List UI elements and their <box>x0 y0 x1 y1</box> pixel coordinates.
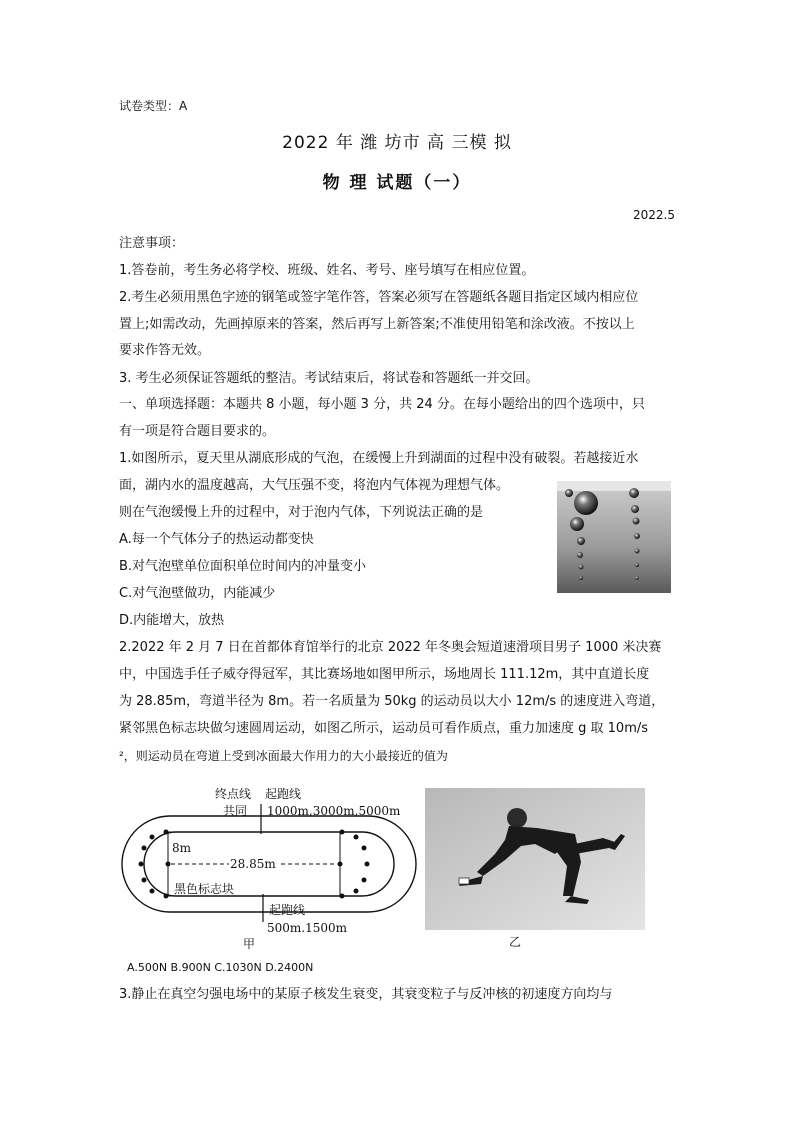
section1-intro-line-2: 有一项是符合题目要求的。 <box>119 424 276 439</box>
paper-type: 试卷类型：A <box>119 99 188 113</box>
notice-item-2-line-3: 要求作答无效。 <box>119 343 211 358</box>
exam-title: 2022 年 潍 坊市 高 三模 拟 <box>282 133 512 153</box>
exam-subtitle: 物 理 试题（一） <box>322 173 472 193</box>
rink-diagram-svg <box>119 782 419 952</box>
q1-option-b: B.对气泡壁单位面积单位时间内的冲量变小 <box>119 559 367 574</box>
q2-stem-line-2: 中，中国选手任子威夺得冠军，其比赛场地如图甲所示，场地周长 111.12m，其中直道长度 <box>119 667 650 682</box>
figure-yi-caption: 乙 <box>509 935 522 949</box>
notice-heading: 注意事项： <box>119 236 185 251</box>
q1-stem-line-2: 面，湖内水的温度越高，大气压强不变，将泡内气体视为理想气体。 <box>119 478 510 493</box>
start-label-bottom: 起跑线 <box>269 903 306 917</box>
figure-jia-caption: 甲 <box>243 937 256 951</box>
common-label: 共同 <box>223 804 248 818</box>
q1-stem-line-3: 则在气泡缓慢上升的过程中，对于泡内气体，下列说法正确的是 <box>119 505 484 520</box>
left-marker-blocks <box>139 830 169 899</box>
radius-label: 8m <box>172 841 192 855</box>
bubbles-illustration <box>557 481 671 593</box>
right-center-dot <box>338 862 343 867</box>
q1-stem-line-1: 1.如图所示，夏天里从湖底形成的气泡，在缓慢上升到湖面的过程中没有破裂。若越接近水 <box>119 451 639 466</box>
q3-stem-line-1: 3.静止在真空匀强电场中的某原子核发生衰变，其衰变粒子与反冲核的初速度方向均与 <box>119 987 613 1002</box>
q1-option-a: A.每一个气体分子的热运动都变快 <box>119 532 314 547</box>
notice-item-1: 1.答卷前，考生务必将学校、班级、姓名、考号、座号填写在相应位置。 <box>119 263 535 278</box>
notice-item-2-line-1: 2.考生必须用黑色字迹的钢笔或签字笔作答，答案必须写在答题纸各题目指定区域内相应位 <box>119 290 639 305</box>
notice-item-2-line-2: 置上;如需改动，先画掉原来的答案，然后再写上新答案;不准使用铅笔和涂改液。不按以上 <box>119 317 635 332</box>
bubbles-photo <box>557 481 671 593</box>
q1-option-d: D.内能增大，放热 <box>119 613 225 628</box>
marker-label: 黑色标志块 <box>174 882 235 896</box>
exam-date: 2022.5 <box>633 208 675 222</box>
q2-stem-line-3: 为 28.85m，弯道半径为 8m。若一名质量为 50kg 的运动员以大小 12m/s 的速度进入弯道， <box>119 694 665 709</box>
distances-top-label: 1000m,3000m,5000m <box>267 804 401 818</box>
distances-bottom-label: 500m.1500m <box>267 921 348 935</box>
skater-illustration <box>425 788 645 950</box>
straight-length-label: 28.85m <box>230 857 276 871</box>
notice-item-3: 3. 考生必须保证答题纸的整洁。考试结束后，将试卷和答题纸一并交回。 <box>119 371 539 386</box>
q2-stem-line-1: 2.2022 年 2 月 7 日在首都体育馆举行的北京 2022 年冬奥会短道速滑项目男子 1000 米决赛 <box>119 640 662 655</box>
section1-intro-line-1: 一、单项选择题：本题共 8 小题，每小题 3 分，共 24 分。在每小题给出的四个选项中，只 <box>119 397 645 412</box>
start-label-top: 起跑线 <box>265 787 302 801</box>
q2-stem-line-4: 紧邻黑色标志块做匀速圆周运动，如图乙所示，运动员可看作质点，重力加速度 g 取 10m/s <box>119 721 649 736</box>
skater-photo <box>425 788 645 950</box>
q2-stem-line-5: ²，则运动员在弯道上受到冰面最大作用力的大小最接近的值为 <box>119 749 448 763</box>
left-center-dot <box>166 862 171 867</box>
rink-diagram <box>119 782 419 952</box>
q2-options: A.500N B.900N C.1030N D.2400N <box>127 961 314 974</box>
finish-label: 终点线 <box>215 787 252 801</box>
q1-option-c: C.对气泡壁做功，内能减少 <box>119 586 276 601</box>
right-marker-blocks <box>340 830 370 899</box>
